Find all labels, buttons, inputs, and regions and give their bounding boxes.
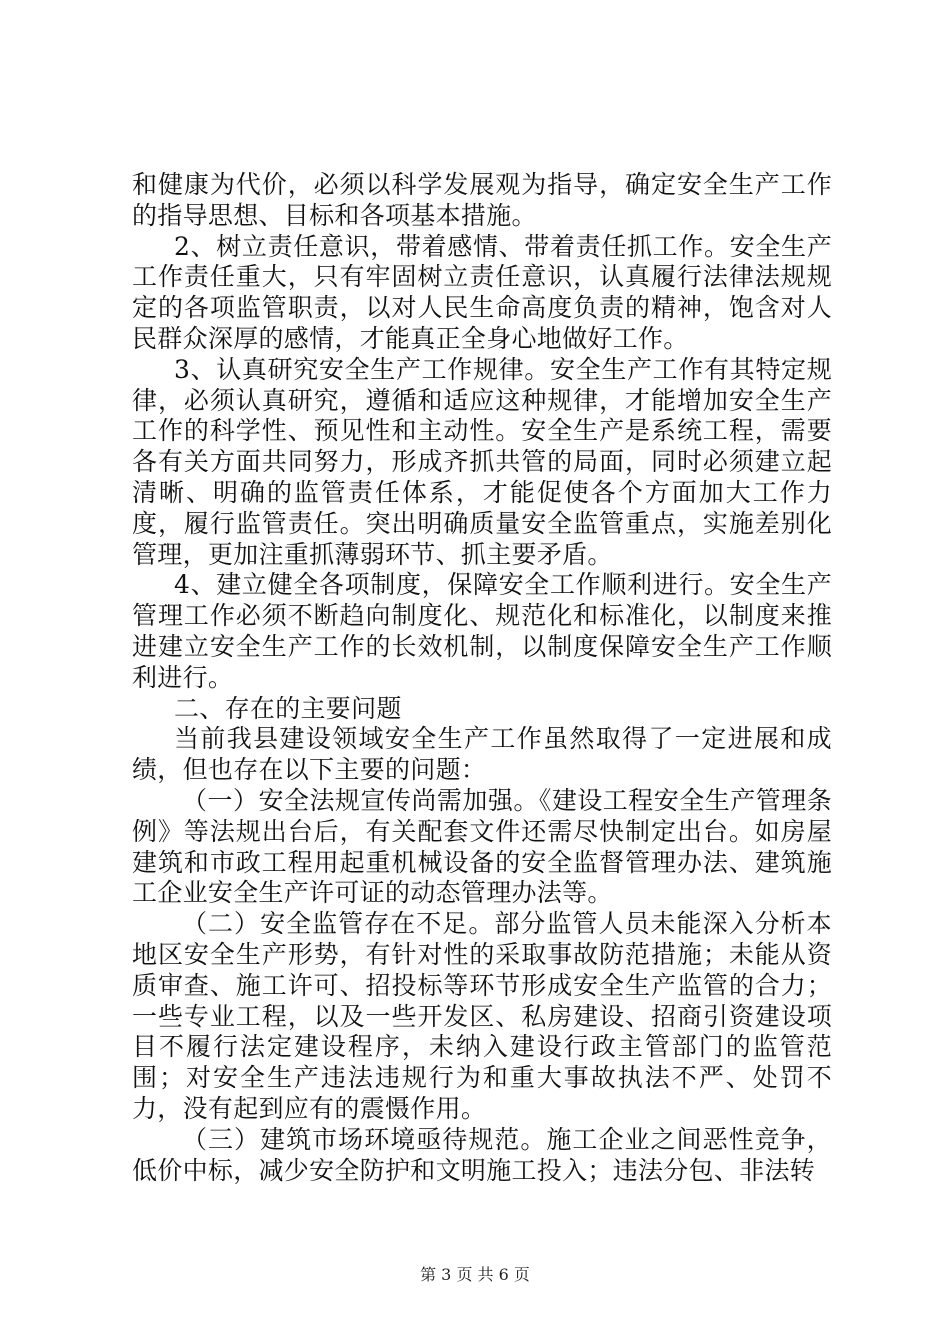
paragraph-problem-3: （三）建筑市场环境亟待规范。施工企业之间恶性竞争，低价中标，减少安全防护和文明施工投入；违法分包、非法转: [132, 1124, 832, 1185]
paragraph-problem-1: （一）安全法规宣传尚需加强。《建设工程安全生产管理条例》等法规出台后，有关配套文件还需尽快制定出台。如房屋建筑和市政工程用起重机械设备的安全监督管理办法、建筑施工企业安全生产许可证的动态管理办法等。: [132, 785, 832, 908]
paragraph-item-4: 4、建立健全各项制度，保障安全工作顺利进行。安全生产管理工作必须不断趋向制度化、规范化和标准化，以制度来推进建立安全生产工作的长效机制，以制度保障安全生产工作顺利进行。: [132, 570, 832, 692]
paragraph-item-3: 3、认真研究安全生产工作规律。安全生产工作有其特定规律，必须认真研究，遵循和适应这种规律，才能增加安全生产工作的科学性、预见性和主动性。安全生产是系统工程，需要各有关方面共同努力，形成齐抓共管的局面，同时必须建立起清晰、明确的监管责任体系，才能促使各个方面加大工作力度，履行监管责任。突出明确质量安全监管重点，实施差别化管理，更加注重抓薄弱环节、抓主要矛盾。: [132, 354, 832, 569]
page-number-label: 第 3 页 共 6 页: [420, 1265, 530, 1284]
paragraph-continuation: 和健康为代价，必须以科学发展观为指导，确定安全生产工作的指导思想、目标和各项基本措施。: [132, 170, 832, 230]
paragraph-intro: 当前我县建设领域安全生产工作虽然取得了一定进展和成绩，但也存在以下主要的问题：: [132, 724, 832, 785]
page-footer: [0, 1262, 950, 1285]
paragraph-problem-2: （二）安全监管存在不足。部分监管人员未能深入分析本地区安全生产形势，有针对性的采取事故防范措施；未能从资质审查、施工许可、招投标等环节形成安全生产监管的合力；一些专业工程，以及一些开发区、私房建设、招商引资建设项目不履行法定建设程序，未纳入建设行政主管部门的监管范围；对安全生产违法违规行为和重大事故执法不严、处罚不力，没有起到应有的震慑作用。: [132, 909, 832, 1123]
paragraph-item-2: 2、树立责任意识，带着感情、带着责任抓工作。安全生产工作责任重大，只有牢固树立责任意识，认真履行法律法规规定的各项监管职责，以对人民生命高度负责的精神，饱含对人民群众深厚的感情，才能真正全身心地做好工作。: [132, 231, 832, 353]
section-heading: 二、存在的主要问题: [174, 693, 402, 723]
document-body: [132, 170, 832, 1186]
